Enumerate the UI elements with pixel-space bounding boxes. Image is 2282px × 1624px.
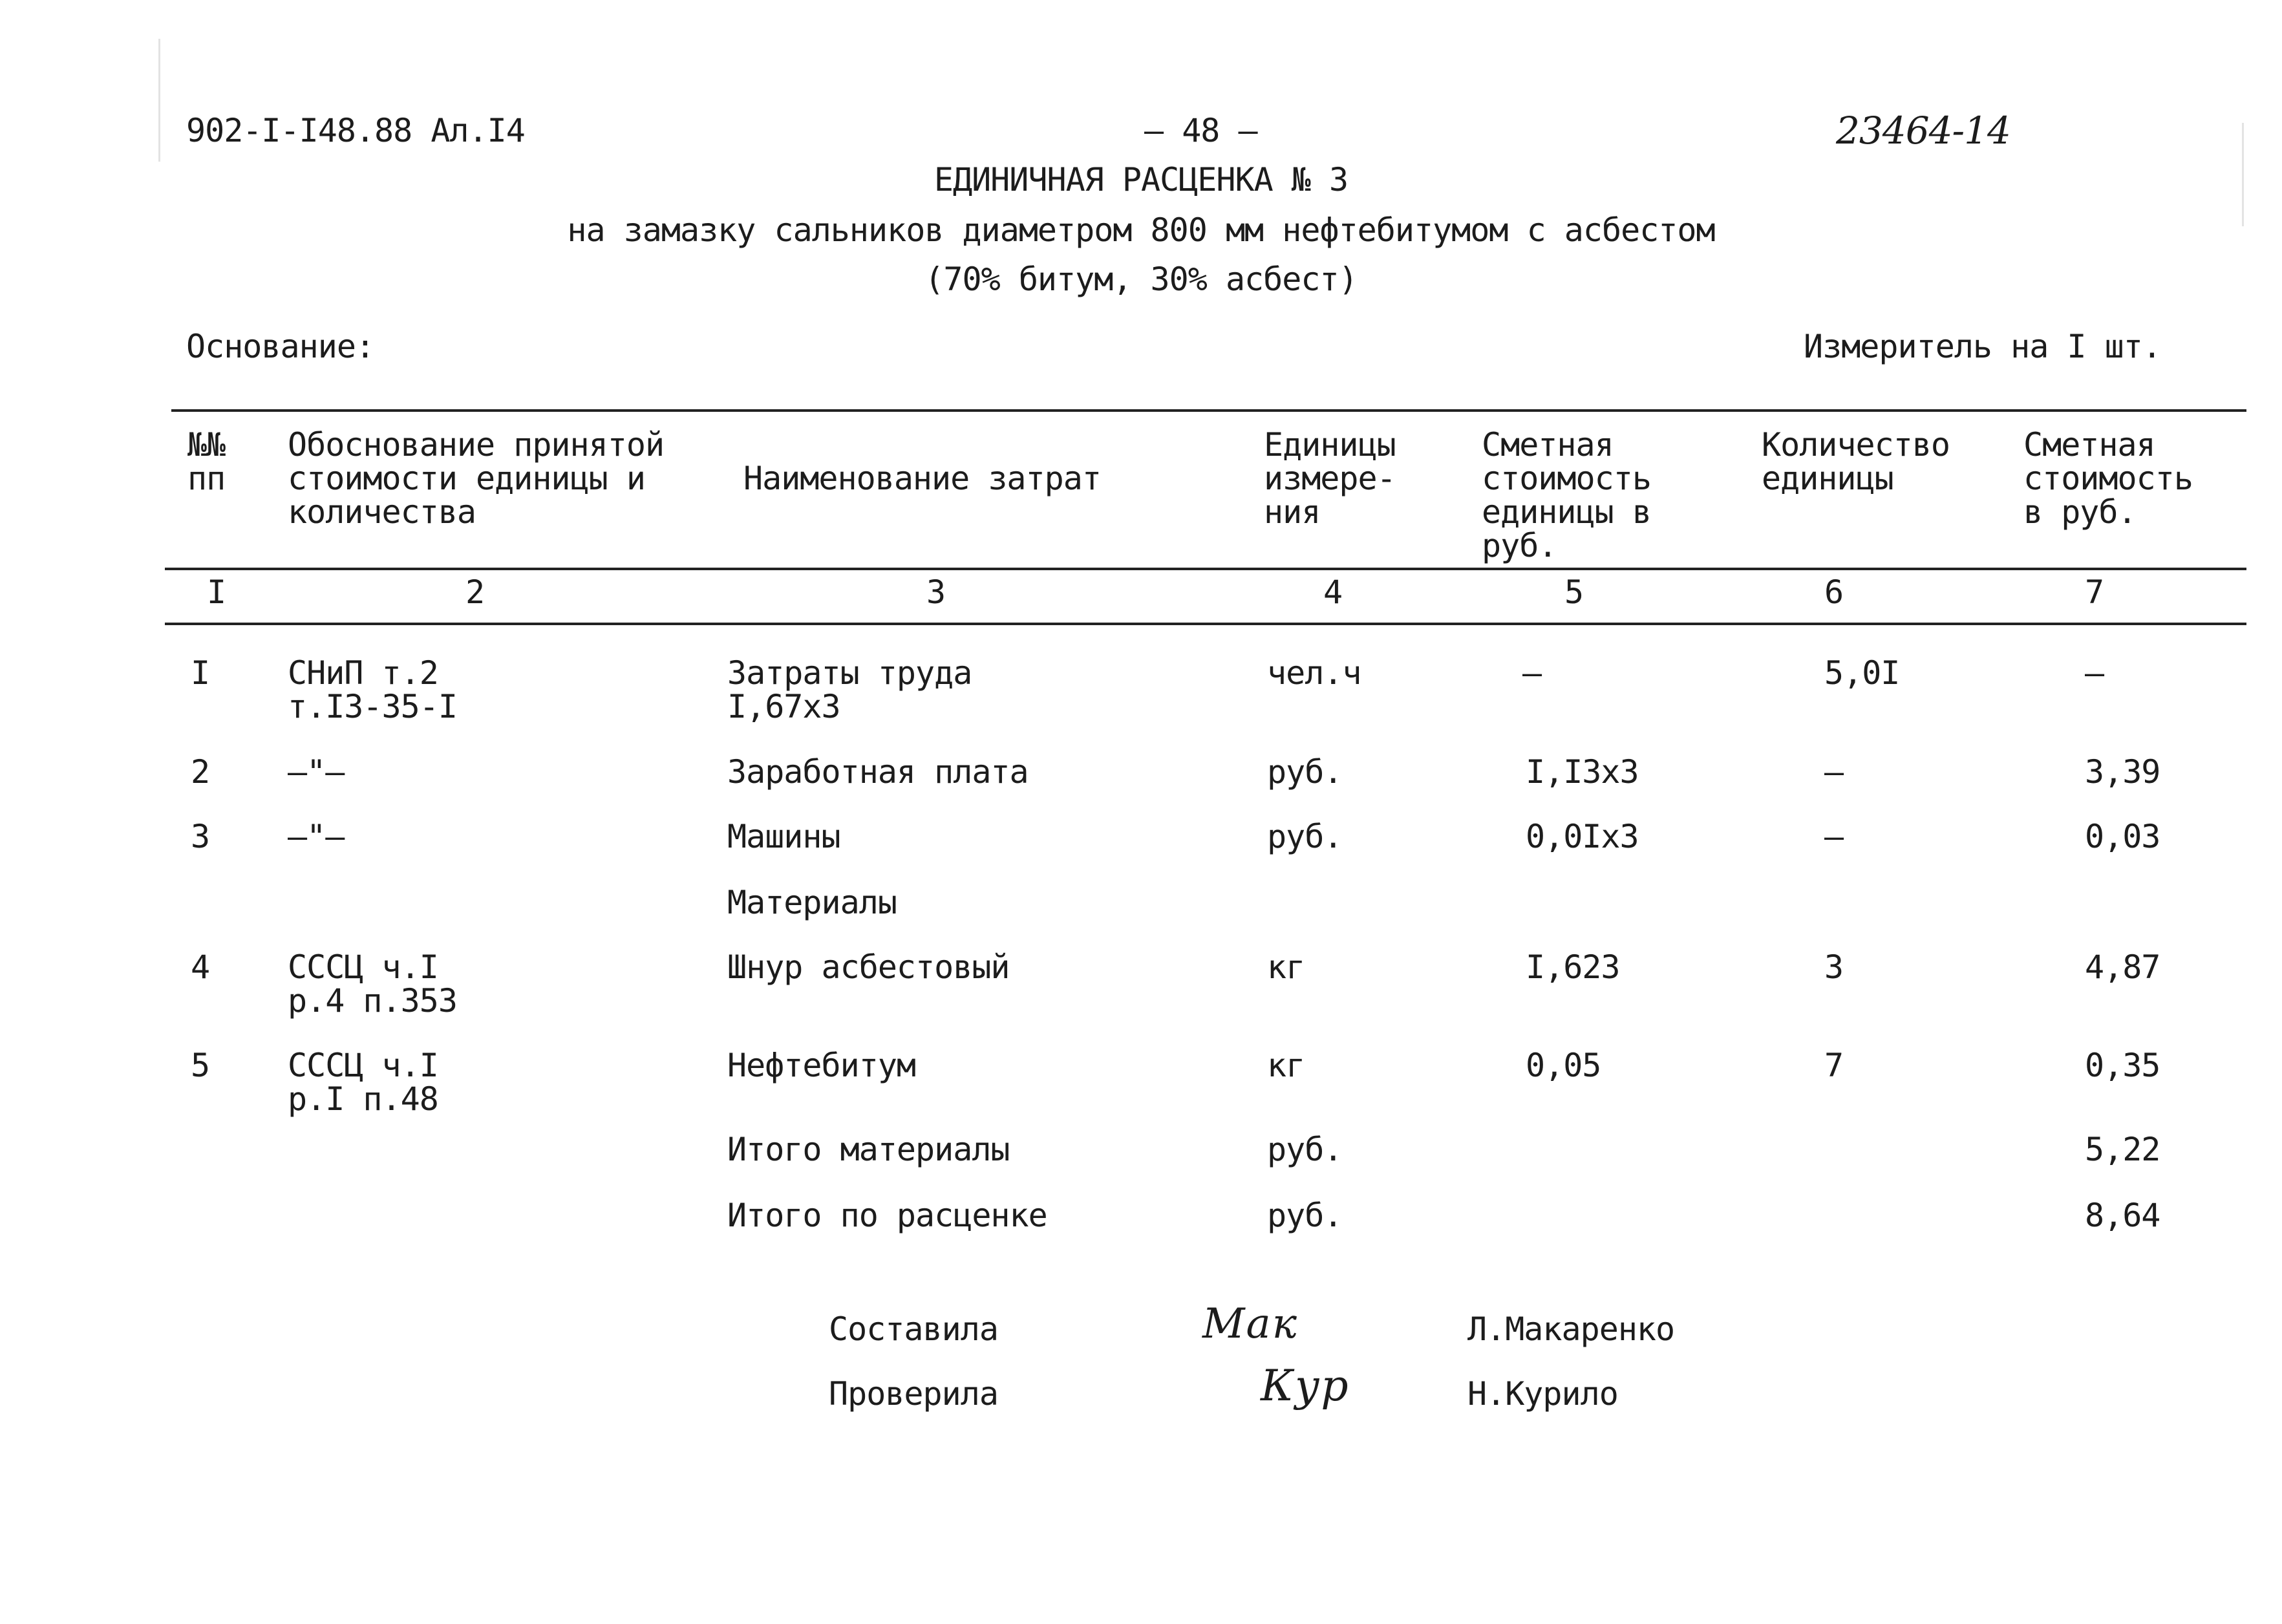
row-unit: чел.ч xyxy=(1267,654,1361,692)
header-basis: Обоснование принятой стоимости единицы и количества xyxy=(288,426,665,531)
total-rate-cost: 8,64 xyxy=(2085,1197,2160,1234)
column-number-3: 3 xyxy=(926,573,946,611)
compiled-by-label: Составила xyxy=(829,1310,998,1348)
row-unit: руб. xyxy=(1267,818,1343,855)
header-bottom-rule xyxy=(165,568,2246,570)
header-total-cost: Сметная стоимость в руб. xyxy=(2023,426,2193,531)
row-cost-name: Нефтебитум xyxy=(727,1047,916,1084)
total-materials-label: Итого материалы xyxy=(727,1131,1010,1168)
row-cost: 4,87 xyxy=(2085,948,2160,986)
header-unit-cost: Сметная стоимость единицы в руб. xyxy=(1482,426,1651,564)
compiled-by-name: Л.Макаренко xyxy=(1467,1310,1675,1348)
row-cost: 3,39 xyxy=(2085,753,2160,791)
row-quantity: – xyxy=(1824,818,1844,855)
row-quantity: 5,0I xyxy=(1824,654,1900,692)
row-cost: 0,03 xyxy=(2085,818,2160,855)
table-top-rule xyxy=(171,409,2246,412)
column-numbers-rule xyxy=(165,623,2246,625)
checked-by-label: Проверила xyxy=(829,1375,998,1413)
row-number: 4 xyxy=(191,948,210,986)
section-label-materials: Материалы xyxy=(727,884,897,921)
document-title: ЕДИНИЧНАЯ РАСЦЕНКА № 3 xyxy=(933,161,1349,198)
row-number: I xyxy=(191,654,210,692)
checked-by-name: Н.Курило xyxy=(1467,1375,1618,1413)
row-unit-cost: I,623 xyxy=(1526,948,1620,986)
row-cost-name: Шнур асбестовый xyxy=(727,948,1010,986)
row-basis: –"– xyxy=(288,818,345,855)
column-number-4: 4 xyxy=(1323,573,1343,611)
row-cost: – xyxy=(2085,654,2104,692)
column-number-5: 5 xyxy=(1564,573,1584,611)
row-cost-name: Заработная плата xyxy=(727,753,1029,791)
row-quantity: 7 xyxy=(1824,1047,1844,1084)
row-basis: СССЦ ч.I р.I п.48 xyxy=(288,1047,438,1118)
row-cost-name: Машины xyxy=(727,818,840,855)
column-number-1: I xyxy=(207,573,226,611)
page-number: – 48 – xyxy=(1144,112,1257,149)
header-cost-name: Наименование затрат xyxy=(743,460,1101,497)
header-row-number: №№ пп xyxy=(187,426,226,497)
measure-label: Измеритель на I шт. xyxy=(1804,328,2161,365)
row-quantity: – xyxy=(1824,753,1844,791)
header-unit: Единицы измере- ния xyxy=(1264,426,1396,531)
scan-edge-left xyxy=(158,39,160,162)
checked-by-signature: Кур xyxy=(1261,1361,1350,1411)
row-cost-name: Затраты труда I,67x3 xyxy=(727,654,972,725)
row-unit: кг xyxy=(1267,948,1305,986)
document-reference: 902-I-I48.88 Ал.I4 xyxy=(186,112,525,149)
row-basis: –"– xyxy=(288,753,345,791)
document-subtitle-line1: на замазку сальников диаметром 800 мм нефтебитумом с асбестом xyxy=(567,211,1715,249)
total-materials-cost: 5,22 xyxy=(2085,1131,2160,1168)
row-unit: руб. xyxy=(1267,753,1343,791)
row-quantity: 3 xyxy=(1824,948,1844,986)
row-cost: 0,35 xyxy=(2085,1047,2160,1084)
row-unit-cost: 0,0Ix3 xyxy=(1526,818,1639,855)
row-number: 3 xyxy=(191,818,210,855)
total-rate-label: Итого по расценке xyxy=(727,1197,1047,1234)
row-unit-cost: 0,05 xyxy=(1526,1047,1601,1084)
row-number: 2 xyxy=(191,753,210,791)
row-unit-cost: – xyxy=(1522,654,1542,692)
column-number-6: 6 xyxy=(1824,573,1844,611)
header-quantity: Количество единицы xyxy=(1762,426,1950,497)
row-basis: СССЦ ч.I р.4 п.353 xyxy=(288,948,457,1020)
total-rate-unit: руб. xyxy=(1267,1197,1343,1234)
basis-label: Основание: xyxy=(186,328,375,365)
row-number: 5 xyxy=(191,1047,210,1084)
row-unit-cost: I,I3x3 xyxy=(1526,753,1639,791)
compiled-by-signature: Мак xyxy=(1202,1300,1298,1348)
column-number-2: 2 xyxy=(465,573,485,611)
total-materials-unit: руб. xyxy=(1267,1131,1343,1168)
column-number-7: 7 xyxy=(2085,573,2104,611)
row-unit: кг xyxy=(1267,1047,1305,1084)
row-basis: СНиП т.2 т.I3-35-I xyxy=(288,654,457,725)
document-subtitle-line2: (70% битум, 30% асбест) xyxy=(924,261,1358,298)
handwritten-archive-number: 23464-14 xyxy=(1836,109,2010,153)
